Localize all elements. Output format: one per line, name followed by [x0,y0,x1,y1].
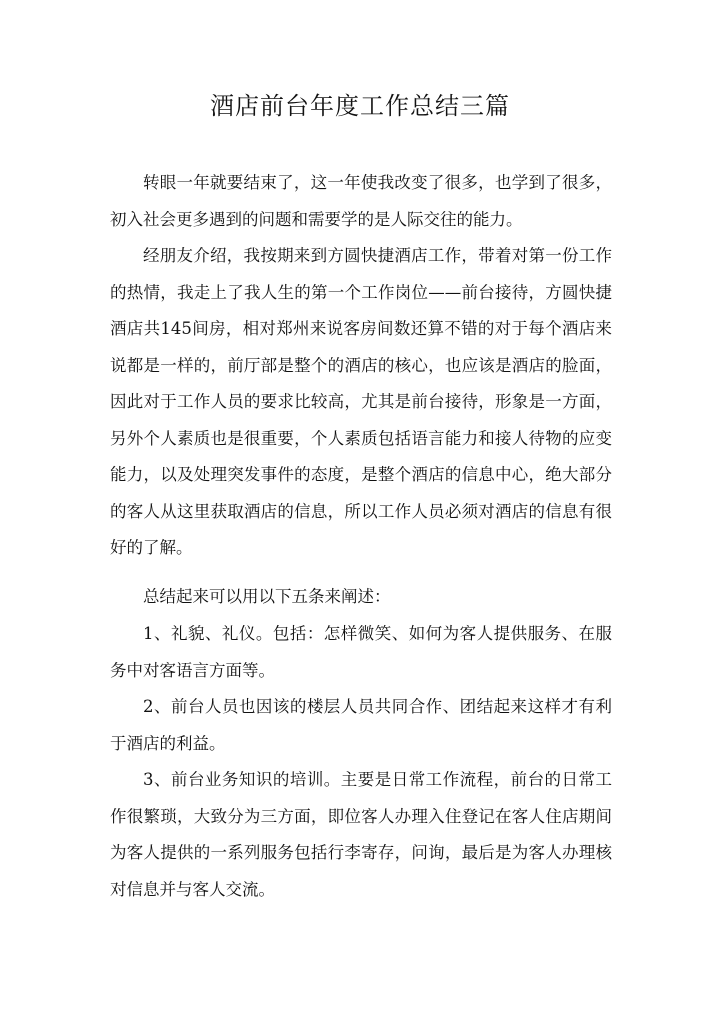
paragraph-point-1: 1、礼貌、礼仪。包括：怎样微笑、如何为客人提供服务、在服务中对客语言方面等。 [110,624,612,680]
paragraph-background: 经朋友介绍，我按期来到方圆快捷酒店工作，带着对第一份工作的热情，我走上了我人生的第一个工作岗位——前台接待，方圆快捷酒店共145间房，相对郑州来说客房间数还算不错的对于每个酒店来说都是一样的，前厅部是整个的酒店的核心，也应该是酒店的脸面，因此对于工作人员的要求比较高，尤其是前台接待，形象是一方面，另外个人素质也是很重要，个人素质包括语言能力和接人待物的应变能力，以及处理突发事件的态度，是整个酒店的信息中心，绝大部分的客人从这里获取酒店的信息，所以工作人员必须对酒店的信息有很好的了解。 [110,246,612,557]
paragraph-point-2: 2、前台人员也因该的楼层人员共同合作、团结起来这样才有利于酒店的利益。 [110,697,612,753]
paragraph-summary-lead: 总结起来可以用以下五条来阐述： [143,587,391,606]
paragraph-point-3: 3、前台业务知识的培训。主要是日常工作流程，前台的日常工作很繁琐，大致分为三方面，即位客人办理入住登记在客人住店期间为客人提供的一系列服务包括行李寄存，问询，最后是为客人办理核对信息并与客人交流。 [110,770,612,899]
document-title: 酒店前台年度工作总结三篇 [210,92,510,120]
paragraph-intro: 转眼一年就要结束了，这一年使我改变了很多，也学到了很多，初入社会更多遇到的问题和需要学的是人际交往的能力。 [110,173,612,229]
